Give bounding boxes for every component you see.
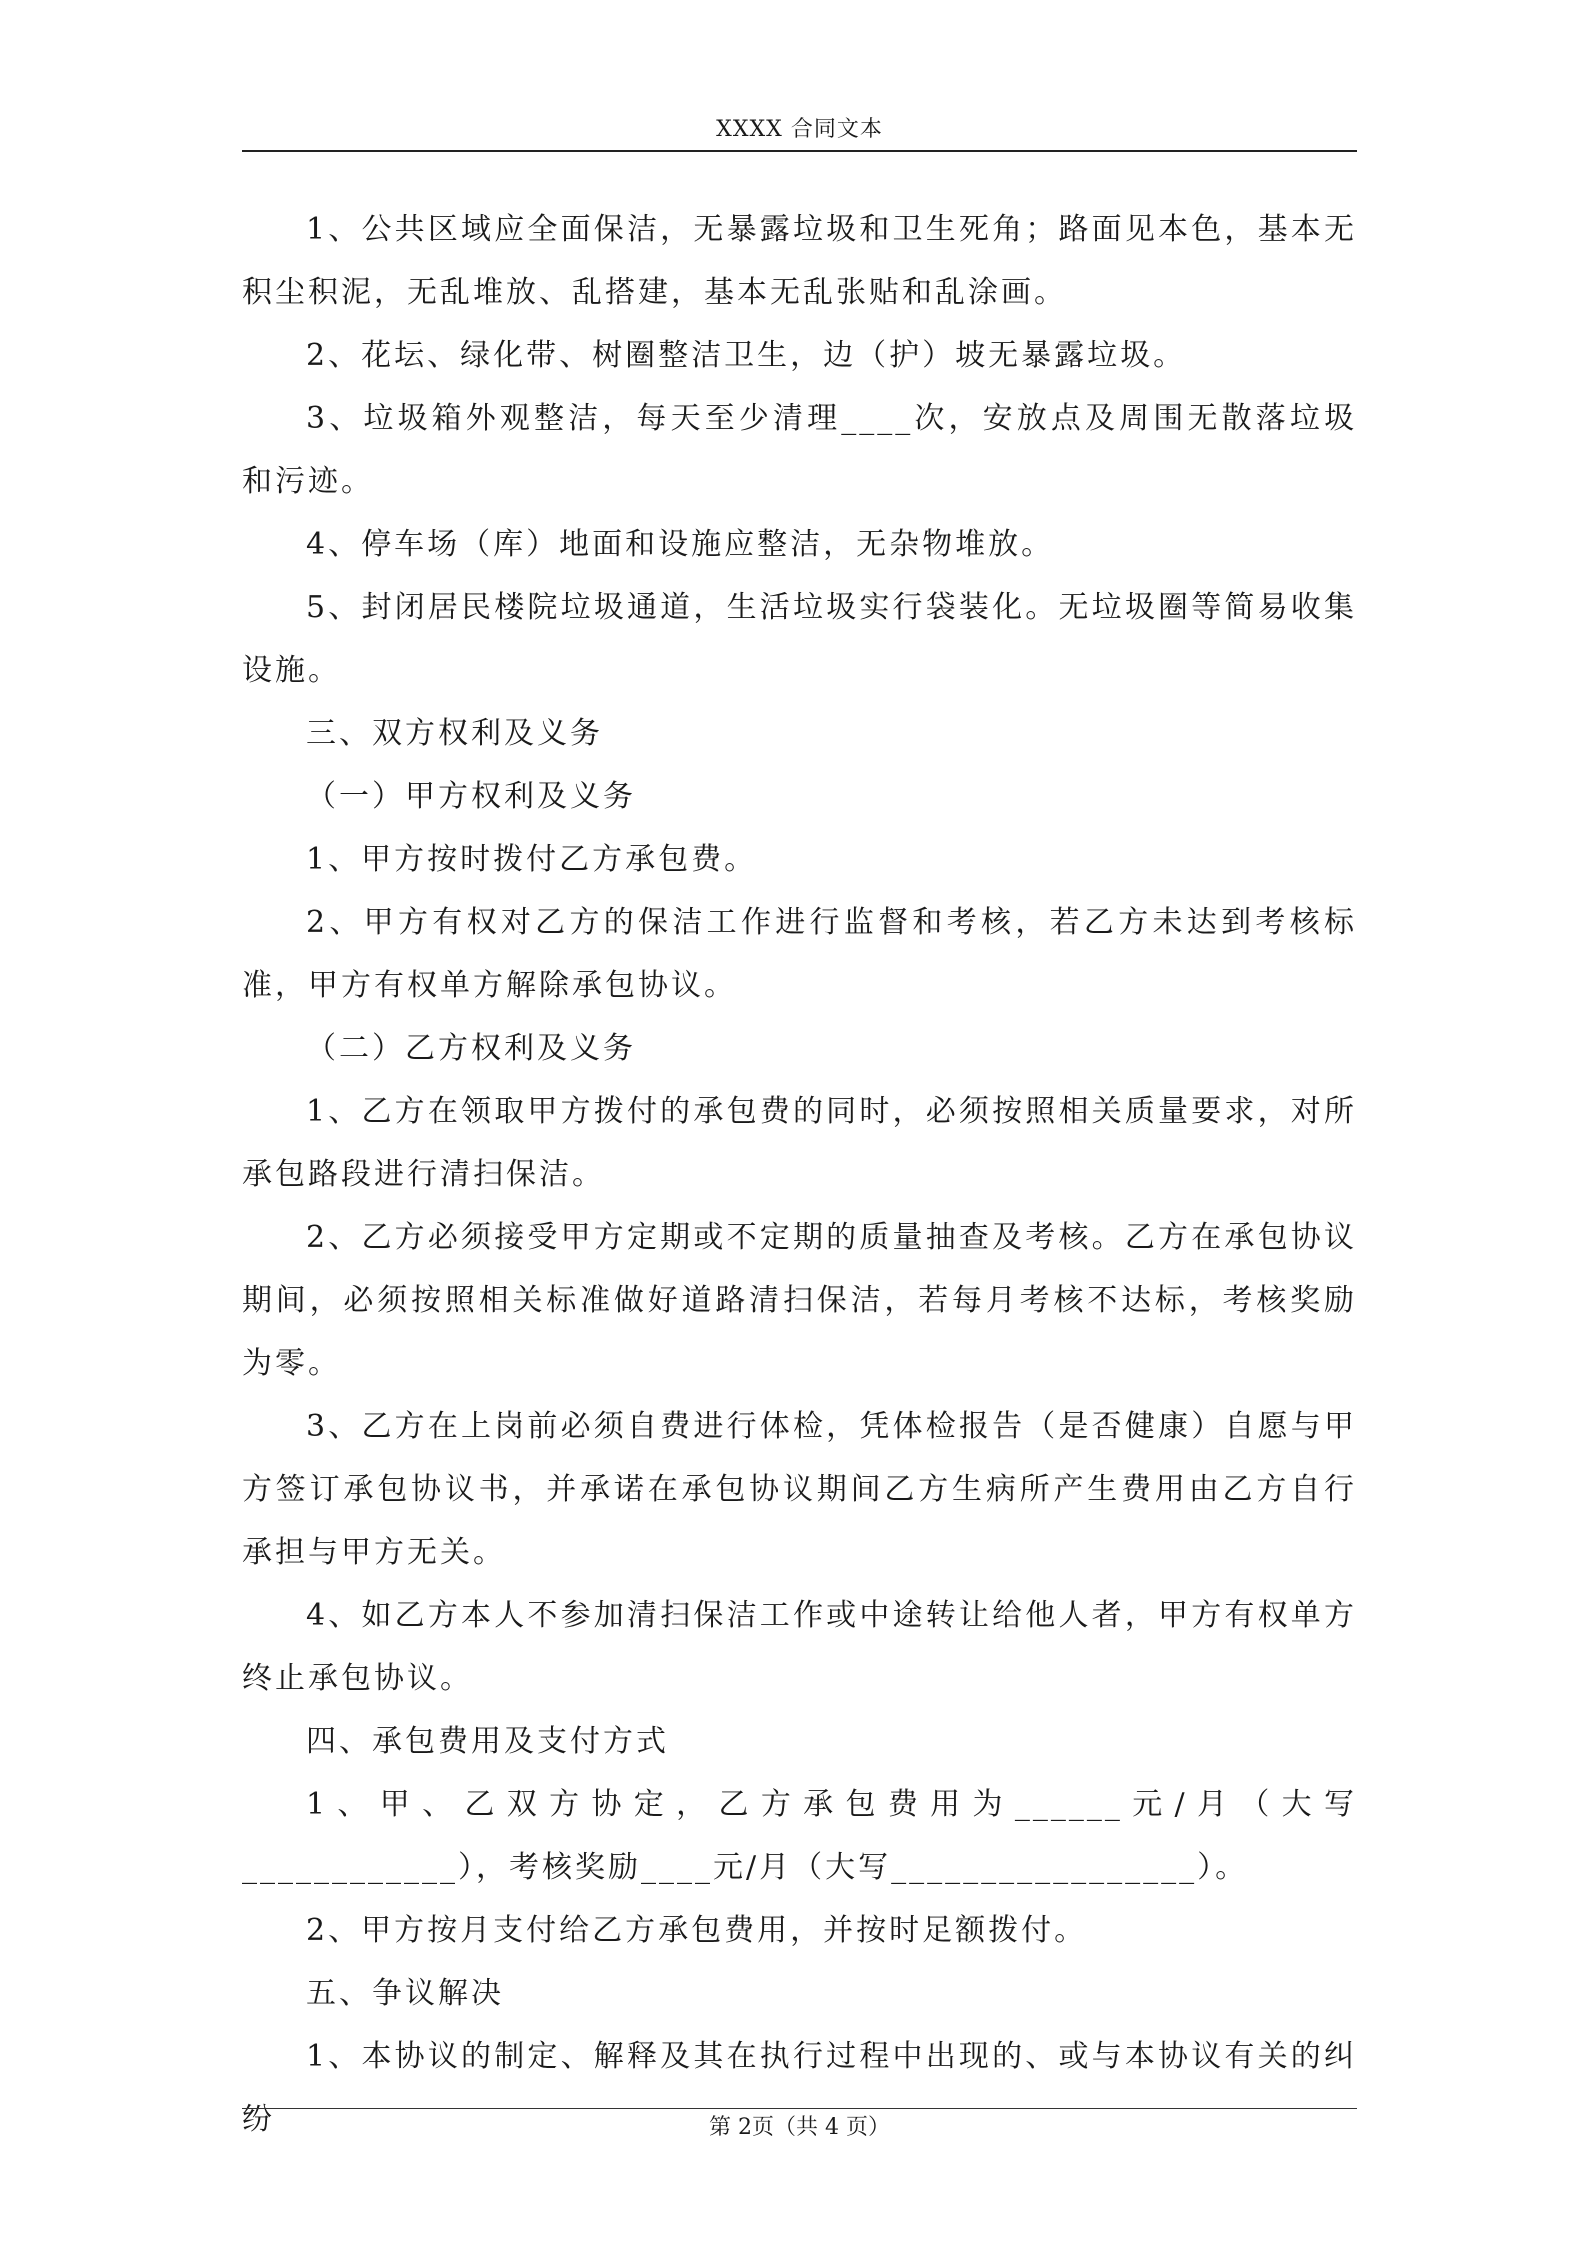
clause-fees-2: 2、甲方按月支付给乙方承包费用，并按时足额拨付。: [306, 1913, 1088, 1948]
document-footer: [242, 2108, 1357, 2147]
header-title: XXXX 合同文本: [716, 117, 883, 142]
clause-party-b-3: 3、乙方在上岗前必须自费进行体检，凭体检报告（是否健康）自愿与甲方签订承包协议书，并承诺在承包协议期间乙方生病所产生费用由乙方自行承担与甲方无关。: [242, 1409, 1357, 1570]
clause-garbage-channel: 5、封闭居民楼院垃圾通道，生活垃圾实行袋装化。无垃圾圈等简易收集设施。: [242, 590, 1357, 688]
section-heading-rights: 三、双方权利及义务: [306, 716, 603, 751]
clause-party-a-2: 2、甲方有权对乙方的保洁工作进行监督和考核，若乙方未达到考核标准，甲方有权单方解除承包协议。: [242, 905, 1357, 1003]
subsection-heading-party-b: （二）乙方权利及义务: [306, 1031, 636, 1066]
clause-fees-1: 1、甲、乙双方协定，乙方承包费用为______元/月（大写____________），考核奖励____元/月（大写_________________）。: [242, 1787, 1357, 1885]
section-heading-fees: 四、承包费用及支付方式: [306, 1724, 669, 1759]
document-header: [242, 112, 1357, 152]
clause-disputes-1: 1、本协议的制定、解释及其在执行过程中出现的、或与本协议有关的纠纷: [242, 2039, 1357, 2137]
clause-public-area: 1、公共区域应全面保洁，无暴露垃圾和卫生死角；路面见本色，基本无积尘积泥，无乱堆放、乱搭建，基本无乱张贴和乱涂画。: [242, 212, 1357, 310]
clause-party-b-1: 1、乙方在领取甲方拨付的承包费的同时，必须按照相关质量要求，对所承包路段进行清扫保洁。: [242, 1094, 1357, 1192]
clause-party-a-1: 1、甲方按时拨付乙方承包费。: [306, 842, 758, 877]
clause-party-b-2: 2、乙方必须接受甲方定期或不定期的质量抽查及考核。乙方在承包协议期间，必须按照相关标准做好道路清扫保洁，若每月考核不达标，考核奖励为零。: [242, 1220, 1357, 1381]
subsection-heading-party-a: （一）甲方权利及义务: [306, 779, 636, 814]
section-heading-disputes: 五、争议解决: [306, 1976, 504, 2011]
clause-parking: 4、停车场（库）地面和设施应整洁，无杂物堆放。: [306, 527, 1055, 562]
document-body: [242, 198, 1357, 2151]
page-number: 第 2页（共 4 页）: [709, 2115, 890, 2140]
clause-party-b-4: 4、如乙方本人不参加清扫保洁工作或中途转让给他人者，甲方有权单方终止承包协议。: [242, 1598, 1357, 1696]
clause-trash-bins: 3、垃圾箱外观整洁，每天至少清理____次，安放点及周围无散落垃圾和污迹。: [242, 401, 1357, 499]
clause-flower-beds: 2、花坛、绿化带、树圈整洁卫生，边（护）坡无暴露垃圾。: [306, 338, 1187, 373]
